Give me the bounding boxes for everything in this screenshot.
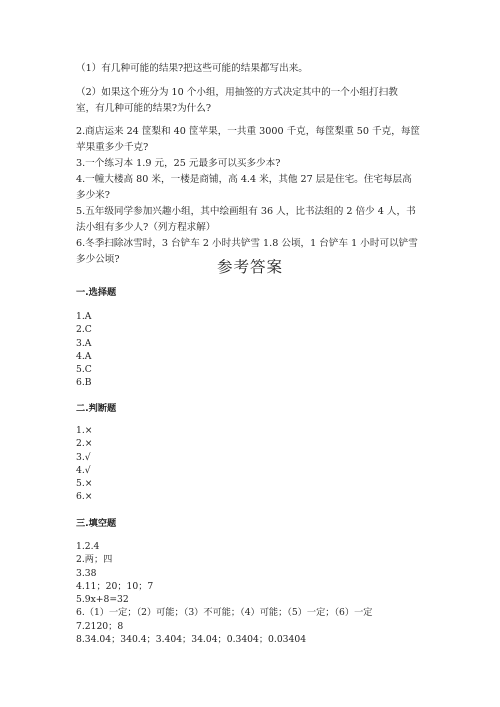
problem-6-line-1: 6.冬季扫除冰雪时，3 台铲车 2 小时共铲雪 1.8 公顷，1 台铲车 1 小时可以铲雪	[76, 238, 418, 249]
answer-list-choice	[76, 310, 92, 390]
answer-item: 1.2.4	[76, 541, 100, 552]
answer-item: 2.C	[76, 324, 92, 336]
answer-item: 5.C	[76, 364, 92, 376]
answer-item: 6.×	[76, 491, 93, 503]
answer-item: 8.34.04；340.4；3.404；34.04；0.3404；0.03404	[76, 634, 307, 646]
problem-5-line-1: 5.五年级同学参加兴趣小组，其中绘画组有 36 人，比书法组的 2 倍少 4 人，书	[76, 206, 416, 217]
answer-item: 4.√	[76, 464, 91, 476]
answer-item: 5.9x+8=32	[76, 594, 129, 606]
problem-4-line-2: 多少米?	[76, 190, 110, 201]
problem-6-line-2: 多少公顷?	[76, 254, 120, 265]
section-heading-fill-in: 三.填空题	[76, 518, 117, 529]
problem-2-line-1: 2.商店运来 24 筐梨和 40 筐苹果，一共重 3000 千克，每筐梨重 50 千克，每筐	[76, 126, 421, 137]
answer-item: 2.×	[76, 438, 93, 450]
question-1-part-2-line-1: （2）如果这个班分为 10 个小组，用抽签的方式决定其中的一个小组打扫教	[76, 87, 398, 98]
answer-item: 3.√	[76, 451, 91, 463]
answer-item: 5.×	[76, 478, 93, 490]
problem-2-line-2: 苹果重多少千克?	[76, 142, 149, 153]
answer-item: 2.两；四	[76, 554, 113, 566]
question-1-part-2-line-2: 室，有几种可能的结果?为什么?	[76, 103, 212, 114]
answer-item: 4.A	[76, 350, 92, 362]
answer-item: 3.A	[76, 337, 92, 349]
problem-5-line-2: 法小组有多少人?（列方程求解）	[76, 222, 216, 233]
answer-item: 1.A	[76, 311, 92, 322]
answer-item: 3.38	[76, 567, 97, 579]
answers-title: 参考答案	[216, 258, 283, 276]
problem-3: 3.一个练习本 1.9 元，25 元最多可以买多少本?	[76, 158, 281, 169]
section-heading-judgement: 二.判断题	[76, 403, 117, 414]
answer-item: 7.2120；8	[76, 620, 124, 632]
answer-item: 6.B	[76, 377, 92, 389]
section-heading-choice: 一.选择题	[76, 287, 117, 298]
answer-list-fill-in	[76, 540, 372, 646]
answer-item: 1.×	[76, 425, 93, 436]
answer-list-judgement	[76, 424, 92, 504]
answer-item: 4.11；20；10；7	[76, 580, 154, 592]
answer-item: 6.（1）一定；（2）可能；（3）不可能；（4）可能；（5）一定；（6）一定	[76, 607, 373, 619]
problem-4-line-1: 4.一幢大楼高 80 米，一楼是商铺，高 4.4 米，其他 27 层是住宅。住宅每层高	[76, 174, 412, 185]
question-1-part-1: （1）有几种可能的结果?把这些可能的结果都写出来。	[76, 63, 308, 74]
